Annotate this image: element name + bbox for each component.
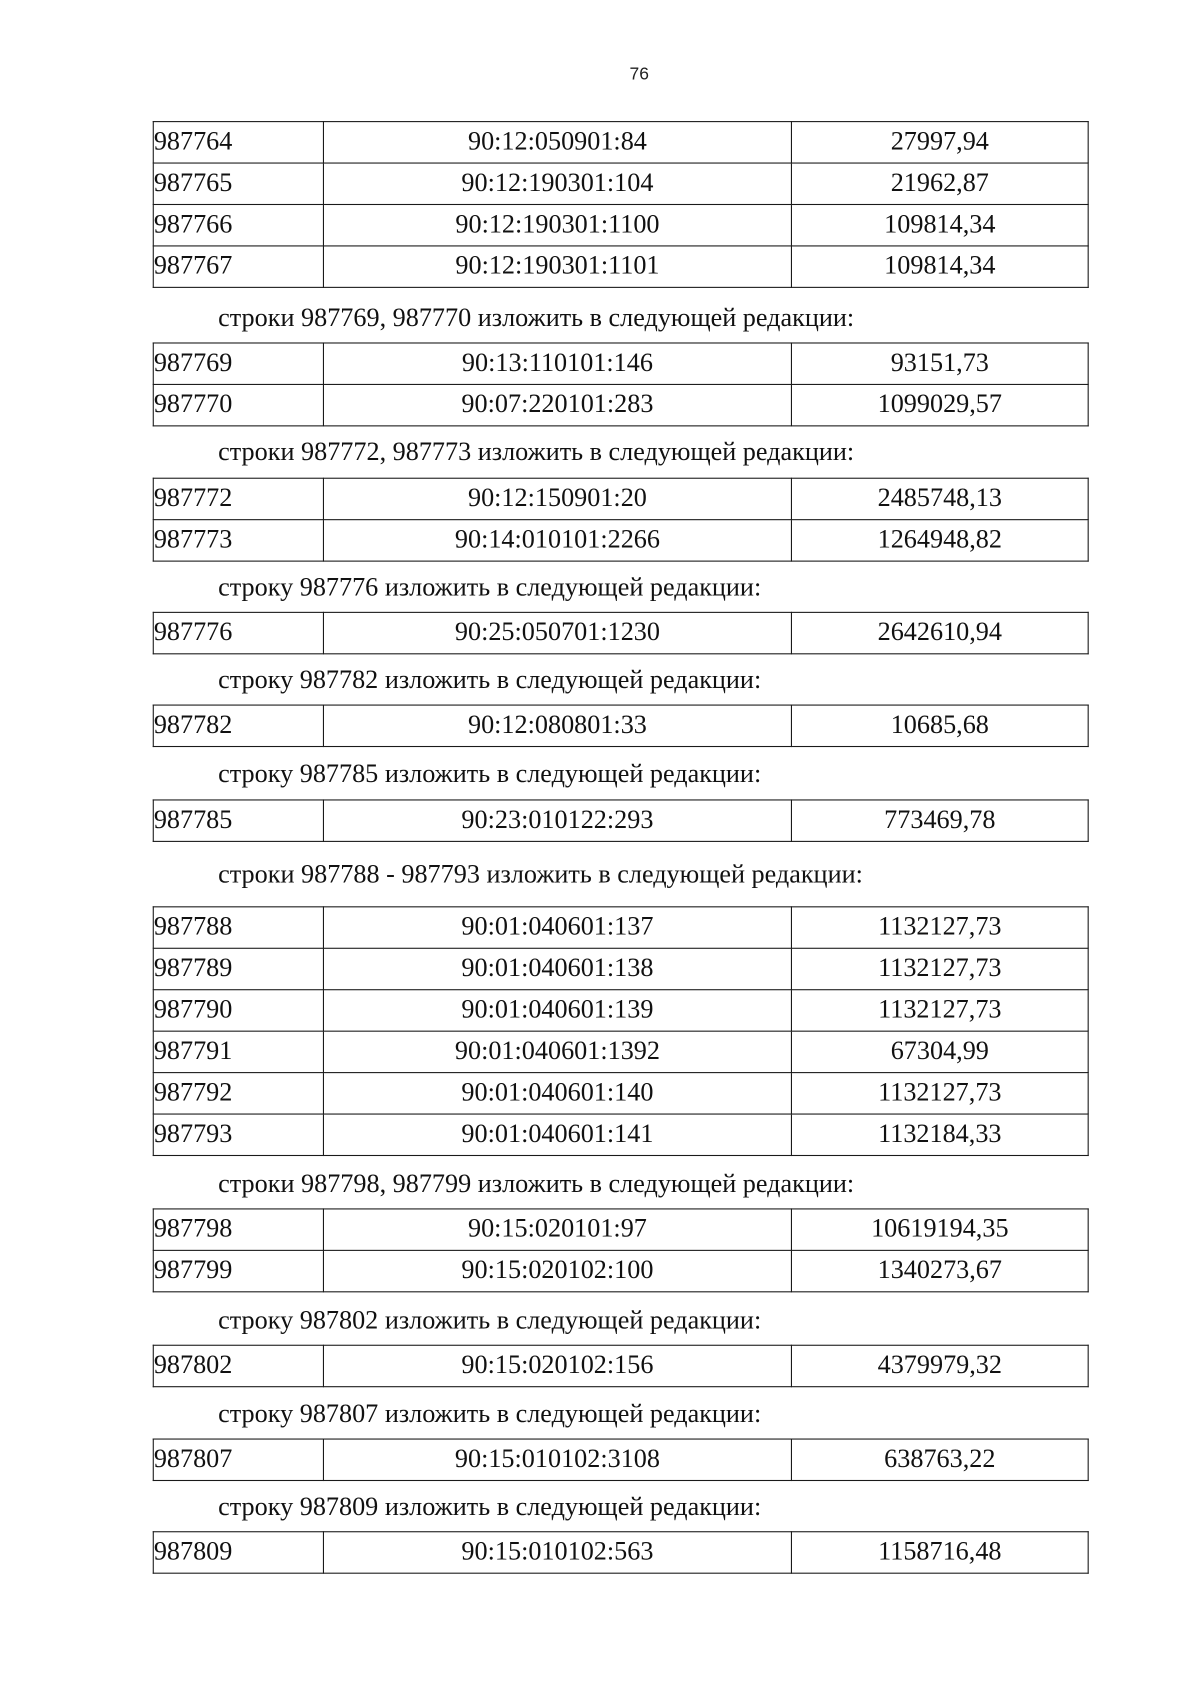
data-table <box>153 906 1089 1156</box>
page-number: 76 <box>629 65 649 84</box>
value-cell: 1132127,73 <box>791 948 1088 989</box>
cadastral-number-cell: 90:15:020102:156 <box>323 1345 791 1386</box>
row-number-cell: 987769 <box>153 343 323 384</box>
amendment-section <box>0 758 1200 842</box>
table-row <box>153 705 1088 746</box>
table-row <box>153 990 1088 1031</box>
value-cell: 109814,34 <box>791 204 1088 245</box>
row-number-cell: 987789 <box>153 948 323 989</box>
value-cell: 2485748,13 <box>791 478 1088 519</box>
table-row <box>153 520 1088 561</box>
cadastral-number-cell: 90:15:020101:97 <box>323 1209 791 1250</box>
section-caption: строки 987798, 987799 изложить в следующей редакции: <box>218 1170 855 1199</box>
row-number-cell: 987776 <box>153 612 323 653</box>
row-number-cell: 987770 <box>153 384 323 425</box>
table-row <box>153 1031 1088 1072</box>
row-number-cell: 987773 <box>153 520 323 561</box>
row-number-cell: 987792 <box>153 1073 323 1114</box>
value-cell: 1158716,48 <box>791 1532 1088 1573</box>
row-number-cell: 987793 <box>153 1114 323 1155</box>
table-row <box>153 122 1088 163</box>
cadastral-number-cell: 90:12:190301:1100 <box>323 204 791 245</box>
section-caption: строку 987802 изложить в следующей редакции: <box>218 1306 762 1335</box>
data-table <box>153 478 1089 562</box>
table-row <box>153 1114 1088 1155</box>
table-row <box>153 163 1088 204</box>
data-table <box>153 799 1089 842</box>
row-number-cell: 987802 <box>153 1345 323 1386</box>
table-row <box>153 800 1088 841</box>
table-row <box>153 1345 1088 1386</box>
cadastral-number-cell: 90:15:010102:3108 <box>323 1439 791 1480</box>
value-cell: 1264948,82 <box>791 520 1088 561</box>
amendment-section <box>0 302 1200 426</box>
value-cell: 21962,87 <box>791 163 1088 204</box>
section-caption: строку 987776 изложить в следующей редакции: <box>218 573 762 603</box>
row-number-cell: 987790 <box>153 990 323 1031</box>
amendment-section <box>0 1398 1200 1481</box>
data-table <box>153 121 1089 288</box>
amendment-section <box>0 571 1200 654</box>
value-cell: 27997,94 <box>791 122 1088 163</box>
table-row <box>153 343 1088 384</box>
value-cell: 109814,34 <box>791 246 1088 287</box>
section-caption: строку 987807 изложить в следующей редакции: <box>218 1400 762 1429</box>
row-number-cell: 987791 <box>153 1031 323 1072</box>
cadastral-number-cell: 90:12:190301:104 <box>323 163 791 204</box>
amendment-section <box>0 1304 1200 1387</box>
cadastral-number-cell: 90:12:050901:84 <box>323 122 791 163</box>
table-row <box>153 1073 1088 1114</box>
data-table <box>153 705 1089 748</box>
cadastral-number-cell: 90:15:010102:563 <box>323 1532 791 1573</box>
value-cell: 1132127,73 <box>791 990 1088 1031</box>
table-row <box>153 1250 1088 1291</box>
amendment-section <box>0 436 1200 561</box>
table-row <box>153 246 1088 287</box>
table-row <box>153 612 1088 653</box>
cadastral-number-cell: 90:25:050701:1230 <box>323 612 791 653</box>
data-table <box>153 342 1089 426</box>
table-row <box>153 384 1088 425</box>
amendment-section <box>0 1168 1200 1292</box>
data-table <box>153 1208 1089 1292</box>
cadastral-number-cell: 90:13:110101:146 <box>323 343 791 384</box>
row-number-cell: 987788 <box>153 907 323 948</box>
row-number-cell: 987785 <box>153 800 323 841</box>
cadastral-number-cell: 90:23:010122:293 <box>323 800 791 841</box>
cadastral-number-cell: 90:07:220101:283 <box>323 384 791 425</box>
value-cell: 93151,73 <box>791 343 1088 384</box>
value-cell: 1132127,73 <box>791 1073 1088 1114</box>
table-row <box>153 948 1088 989</box>
value-cell: 1132184,33 <box>791 1114 1088 1155</box>
value-cell: 10619194,35 <box>791 1209 1088 1250</box>
cadastral-number-cell: 90:14:010101:2266 <box>323 520 791 561</box>
table-row <box>153 1209 1088 1250</box>
value-cell: 1132127,73 <box>791 907 1088 948</box>
data-table <box>153 612 1089 655</box>
section-caption: строки 987788 - 987793 изложить в следующей редакции: <box>218 860 863 889</box>
cadastral-number-cell: 90:01:040601:1392 <box>323 1031 791 1072</box>
table-row <box>153 478 1088 519</box>
section-caption: строки 987769, 987770 изложить в следующей редакции: <box>218 304 855 333</box>
table-row <box>153 204 1088 245</box>
value-cell: 4379979,32 <box>791 1345 1088 1386</box>
value-cell: 638763,22 <box>791 1439 1088 1480</box>
amendment-section <box>0 858 1200 1156</box>
section-caption: строку 987782 изложить в следующей редакции: <box>218 666 762 695</box>
section-caption: строку 987785 изложить в следующей редакции: <box>218 760 762 789</box>
cadastral-number-cell: 90:01:040601:138 <box>323 948 791 989</box>
cadastral-number-cell: 90:15:020102:100 <box>323 1250 791 1291</box>
row-number-cell: 987807 <box>153 1439 323 1480</box>
cadastral-number-cell: 90:12:080801:33 <box>323 705 791 746</box>
value-cell: 1340273,67 <box>791 1250 1088 1291</box>
first-table-block <box>0 121 1200 288</box>
table-row <box>153 1439 1088 1480</box>
value-cell: 67304,99 <box>791 1031 1088 1072</box>
data-table <box>153 1531 1089 1574</box>
row-number-cell: 987764 <box>153 122 323 163</box>
value-cell: 773469,78 <box>791 800 1088 841</box>
row-number-cell: 987799 <box>153 1250 323 1291</box>
row-number-cell: 987772 <box>153 478 323 519</box>
section-caption: строку 987809 изложить в следующей редакции: <box>218 1493 762 1522</box>
row-number-cell: 987809 <box>153 1532 323 1573</box>
table-row <box>153 907 1088 948</box>
cadastral-number-cell: 90:12:150901:20 <box>323 478 791 519</box>
cadastral-number-cell: 90:01:040601:137 <box>323 907 791 948</box>
value-cell: 10685,68 <box>791 705 1088 746</box>
value-cell: 1099029,57 <box>791 384 1088 425</box>
row-number-cell: 987798 <box>153 1209 323 1250</box>
data-table <box>153 1439 1089 1482</box>
cadastral-number-cell: 90:01:040601:141 <box>323 1114 791 1155</box>
table-row <box>153 1532 1088 1573</box>
row-number-cell: 987766 <box>153 204 323 245</box>
data-table <box>153 1345 1089 1388</box>
value-cell: 2642610,94 <box>791 612 1088 653</box>
row-number-cell: 987782 <box>153 705 323 746</box>
amendment-section <box>0 664 1200 747</box>
row-number-cell: 987767 <box>153 246 323 287</box>
section-caption: строки 987772, 987773 изложить в следующей редакции: <box>218 438 855 467</box>
cadastral-number-cell: 90:01:040601:139 <box>323 990 791 1031</box>
cadastral-number-cell: 90:01:040601:140 <box>323 1073 791 1114</box>
row-number-cell: 987765 <box>153 163 323 204</box>
cadastral-number-cell: 90:12:190301:1101 <box>323 246 791 287</box>
amendment-section <box>0 1491 1200 1574</box>
